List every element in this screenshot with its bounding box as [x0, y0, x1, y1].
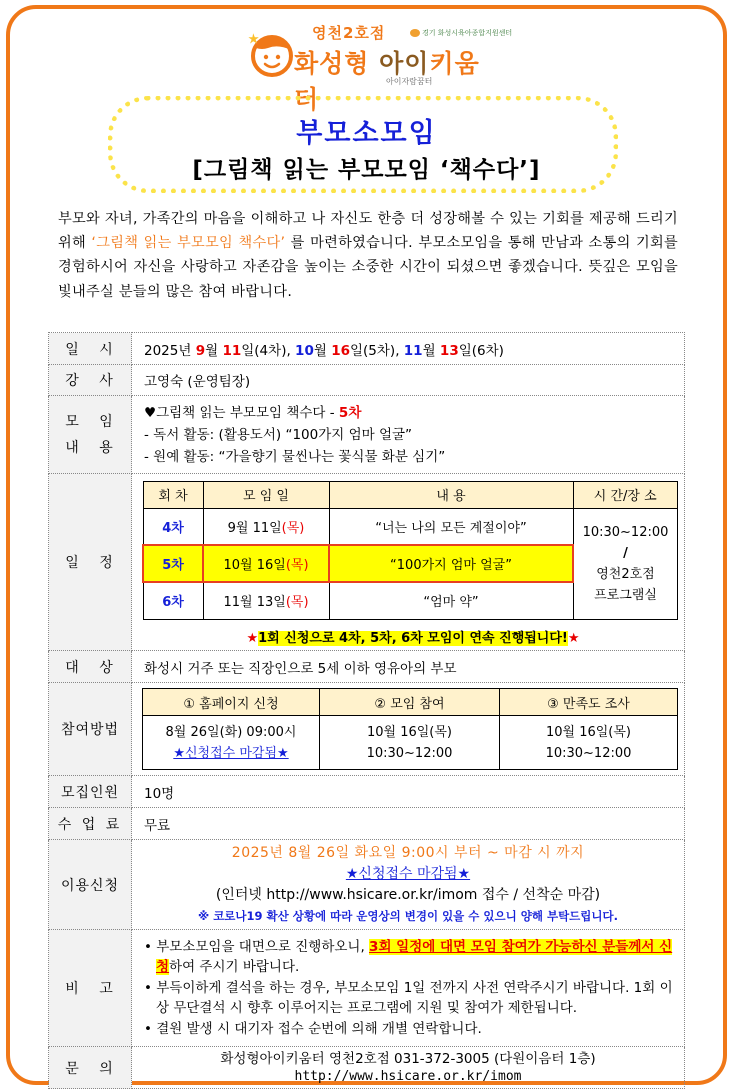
method-header: ② 모임 참여	[320, 689, 500, 716]
schedule-date-text: 10월 16일	[223, 558, 286, 573]
date-day: 16	[331, 342, 350, 359]
schedule-content: “엄마 약”	[329, 582, 573, 619]
row-apply	[49, 840, 685, 930]
apply-status: ★신청접수 마감됨★	[345, 865, 471, 882]
schedule-date	[203, 508, 329, 545]
note-item: • 결원 발생 시 대기자 접수 순번에 의해 개별 연락합니다.	[144, 1020, 482, 1037]
row-notes	[49, 930, 685, 1047]
value-apply	[132, 840, 685, 930]
schedule-date	[203, 582, 329, 619]
child-face-icon	[248, 30, 296, 78]
label-apply: 이용신청	[49, 840, 132, 930]
date-text: 2025년	[144, 342, 196, 359]
schedule-content: “너는 나의 모든 계절이야”	[329, 508, 573, 545]
apply-notice: ※ 코로나19 확산 상황에 따라 운영상의 변경이 있을 수 있으니 양해 부탁드립니다.	[198, 908, 618, 923]
label-content-line: 내 용	[65, 439, 121, 456]
row-fee	[49, 808, 685, 840]
info-table	[48, 332, 685, 1089]
schedule-separator: /	[623, 545, 628, 561]
value-date	[132, 333, 685, 365]
value-content	[132, 396, 685, 474]
apply-period: 2025년 8월 26일 화요일 9:00시 부터 ~ 마감 시 까지	[231, 844, 585, 861]
method-body-row	[143, 716, 678, 770]
schedule-row	[143, 508, 678, 545]
logo-name-part: 화성형	[294, 49, 380, 78]
value-contact	[132, 1047, 685, 1089]
schedule-round: 5차	[143, 545, 203, 582]
label-date: 일 시	[49, 333, 132, 365]
row-date	[49, 333, 685, 365]
content-line	[144, 402, 672, 424]
schedule-date-text: 11월 13일	[223, 595, 286, 611]
label-content-line: 모 임	[65, 413, 121, 430]
value-target: 화성시 거주 또는 직장인으로 5세 이하 영유아의 부모	[132, 651, 685, 683]
date-text: 월	[313, 342, 332, 359]
star-icon: ★	[246, 630, 259, 646]
intro-highlight: ‘그림책 읽는 부모모임 책수다’	[91, 235, 286, 252]
note-text: • 부모소모임을 대면으로 진행하오니,	[144, 938, 370, 955]
date-text: 일(4차),	[241, 342, 296, 359]
label-schedule: 일 정	[49, 474, 132, 651]
content-line: - 원예 활동: “가을향기 물씬나는 꽃식물 화분 심기”	[144, 448, 446, 465]
value-method	[132, 683, 685, 776]
label-contact: 문 의	[49, 1047, 132, 1089]
method-apply-status: ★신청접수 마감됨★	[173, 745, 289, 761]
value-instructor: 고영숙 (운영팀장)	[132, 365, 685, 396]
date-month: 10	[295, 342, 314, 359]
intro-paragraph	[58, 207, 678, 304]
row-instructor	[49, 365, 685, 396]
label-target: 대 상	[49, 651, 132, 683]
logo-name-part: 아이	[379, 49, 430, 78]
method-attend-date: 10월 16일(목)	[366, 724, 453, 740]
schedule-header-row	[143, 481, 678, 508]
schedule-header: 모 임 일	[203, 481, 329, 508]
row-method	[49, 683, 685, 776]
date-text: 일(6차)	[458, 342, 504, 359]
schedule-round: 4차	[143, 508, 203, 545]
row-schedule	[49, 474, 685, 651]
method-step-survey	[500, 716, 678, 770]
date-month: 9	[195, 342, 206, 359]
note-highlight: 3회 일정에 대면 모임 참여가 가능하신 분들께서 신청	[156, 938, 673, 976]
schedule-weekday: (목)	[285, 558, 309, 573]
org-name: 경기 화성시육아종합지원센터	[422, 29, 513, 37]
label-notes: 비 고	[49, 930, 132, 1047]
schedule-table	[142, 481, 678, 620]
apply-url-link[interactable]: (인터넷 http://www.hsicare.or.kr/imom 접수 / 선착순 마감)	[215, 886, 601, 903]
schedule-place: 영천2호점	[596, 566, 655, 582]
date-text: 월	[422, 342, 440, 359]
contact-info: 화성형아이키움터 영천2호점 031-372-3005 (다원이음터 1층)	[220, 1050, 596, 1067]
method-header-row	[143, 689, 678, 716]
date-text: 월	[205, 342, 223, 359]
content-title: ♥그림책 읽는 부모모임 책수다 -	[144, 404, 339, 421]
row-content	[49, 396, 685, 474]
label-method: 참여방법	[49, 683, 132, 776]
schedule-weekday: (목)	[285, 595, 309, 611]
value-notes	[132, 930, 685, 1047]
note-item: • 부득이하게 결석을 하는 경우, 부모소모임 1일 전까지 사전 연락주시기 바랍니다. 1회 이상 무단결석 시 향후 이루어지는 프로그램에 지원 및 참여가 제한됩니다.	[144, 979, 673, 1017]
date-text: 일(5차),	[349, 342, 404, 359]
row-contact	[49, 1047, 685, 1089]
method-survey-date: 10월 16일(목)	[545, 724, 632, 740]
method-header: ③ 만족도 조사	[500, 689, 678, 716]
row-capacity	[49, 776, 685, 808]
org-logo-icon	[410, 29, 420, 37]
contact-url-link[interactable]: http://www.hsicare.or.kr/imom	[294, 1068, 522, 1084]
value-schedule	[132, 474, 685, 651]
label-content	[49, 396, 132, 474]
value-capacity: 10명	[132, 776, 685, 808]
date-day: 13	[439, 342, 459, 359]
intro-text: 부모와 자녀, 가족간의 마음을 이해하고 나 자신도 한층 더 성장해볼 수 있는 기회를 제공해 드리기 위해	[58, 211, 678, 252]
page-subtitle: [그림책 읽는 부모모임 ‘책수다’]	[192, 157, 541, 183]
logo	[248, 20, 513, 114]
note-text: 하여 주시기 바랍니다.	[169, 959, 300, 976]
schedule-content: “100가지 엄마 얼굴”	[329, 545, 573, 582]
logo-organization	[410, 28, 512, 38]
date-month: 11	[403, 342, 423, 359]
schedule-notice-text: 1회 신청으로 4차, 5차, 6차 모임이 연속 진행됩니다!	[258, 630, 568, 646]
schedule-time: 10:30~12:00	[582, 524, 669, 540]
schedule-time-place	[573, 508, 678, 619]
schedule-room: 프로그램실	[594, 587, 657, 603]
date-day: 11	[222, 342, 242, 359]
label-capacity: 모집인원	[49, 776, 132, 808]
method-step-attend	[320, 716, 500, 770]
method-survey-time: 10:30~12:00	[545, 745, 632, 761]
schedule-header: 회 차	[143, 481, 203, 508]
content-line: - 독서 활동: (활용도서) “100가지 엄마 얼굴”	[144, 426, 413, 443]
label-instructor: 강 사	[49, 365, 132, 396]
star-icon: ★	[567, 630, 580, 646]
method-step-apply	[143, 716, 320, 770]
label-fee: 수 업 료	[49, 808, 132, 840]
row-target	[49, 651, 685, 683]
content-round: 5차	[338, 404, 362, 421]
method-apply-date: 8월 26일(화) 09:00시	[165, 724, 297, 740]
schedule-weekday: (목)	[281, 520, 305, 536]
value-fee: 무료	[132, 808, 685, 840]
schedule-header: 시 간/장 소	[573, 481, 678, 508]
intro-text: 를 마련하였습니다. 부모소모임을 통해 만남과 소통의 기회를 경험하시어 자신을 사랑하고 자존감을 높이는 소중한 시간이 되셨으면 좋겠습니다. 뜻깊은 모임을 빛내주실 분들의 많은 참여 바랍니다.	[58, 235, 678, 300]
schedule-notice	[142, 627, 684, 646]
notes-list	[144, 937, 674, 1040]
schedule-round: 6차	[143, 582, 203, 619]
schedule-date	[203, 545, 329, 582]
page-title: 부모소모임	[296, 118, 437, 149]
schedule-header: 내 용	[329, 481, 573, 508]
logo-name-part: 키움터	[294, 49, 480, 114]
method-attend-time: 10:30~12:00	[366, 745, 453, 761]
logo-subtitle: 아이자람꿈터	[386, 77, 433, 86]
method-table	[142, 688, 678, 770]
note-item	[144, 937, 674, 978]
logo-branch: 영천2호점	[312, 24, 386, 42]
method-header: ① 홈페이지 신청	[143, 689, 320, 716]
schedule-date-text: 9월 11일	[227, 520, 282, 536]
